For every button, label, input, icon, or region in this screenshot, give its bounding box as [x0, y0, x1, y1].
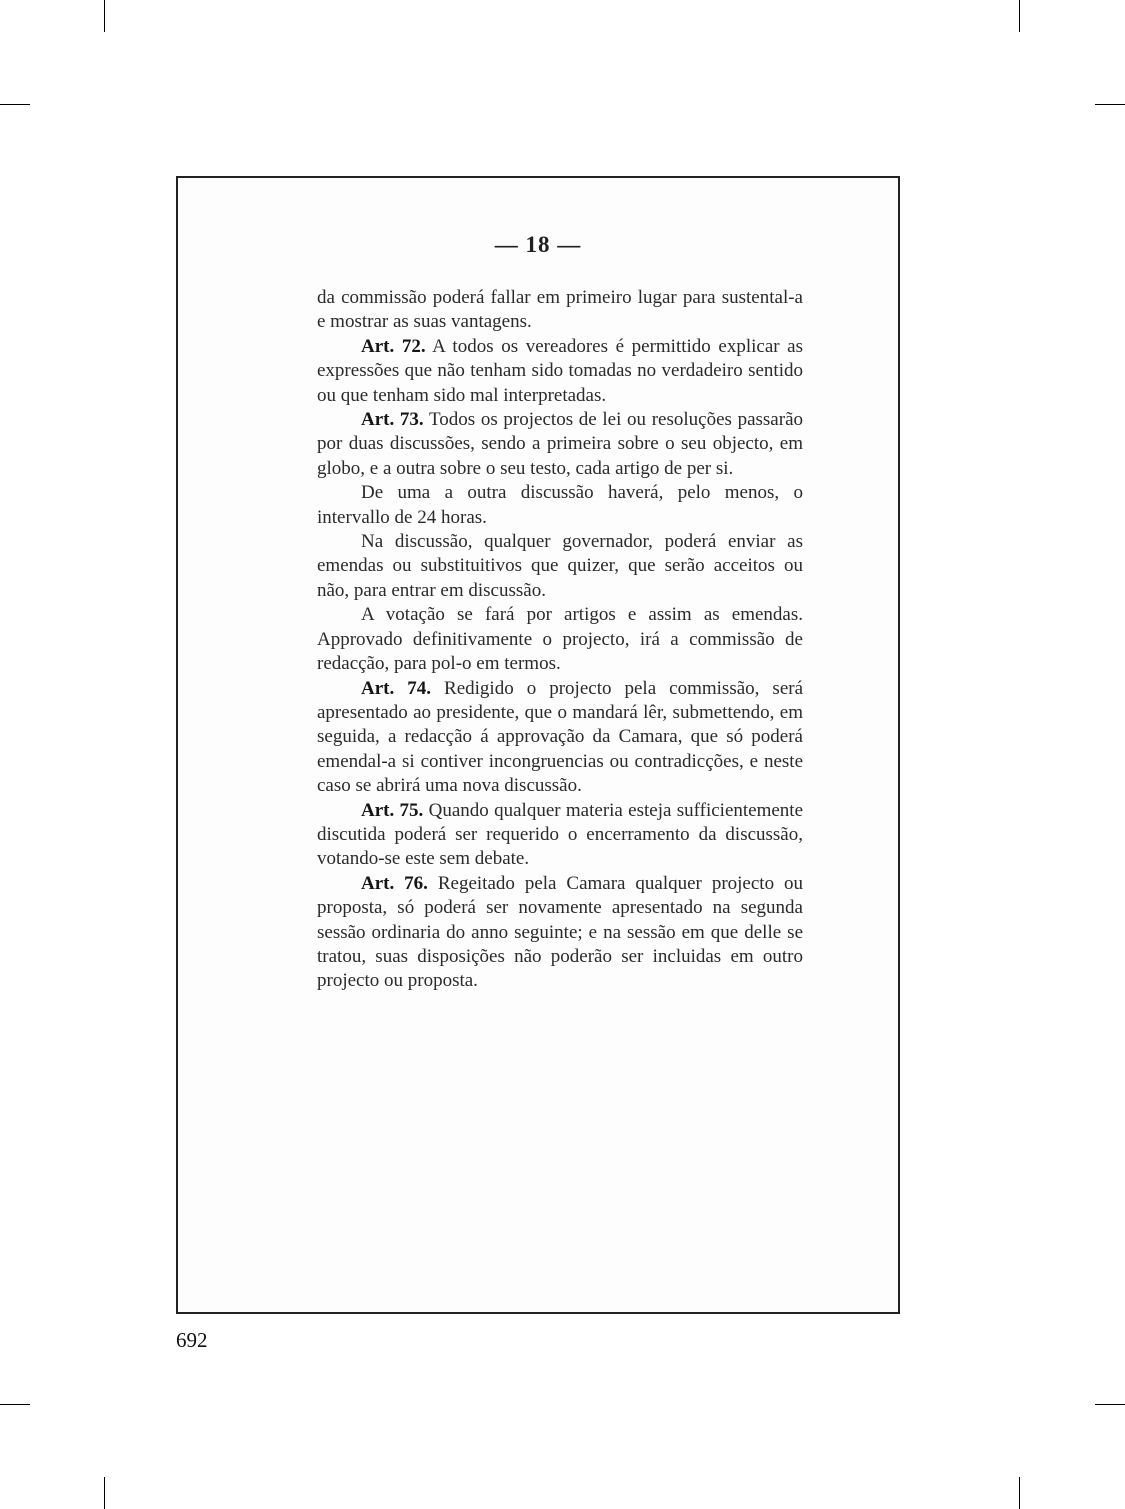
crop-mark: [104, 1477, 105, 1509]
paragraph-text: A todos os vereadores é permittido explicar as expressões que não tenham sido tomadas no verdadeiro sentido ou que tenham sido mal interpretadas.: [317, 335, 804, 406]
paragraph-text: Redigido o projecto pela commissão, será apresentado ao presidente, que o mandará lêr, submettendo, em seguida, a redacção á approvação da Camara, que só poderá emendal-a si contiver incongruencias ou contradicções, e neste caso se abrirá uma nova discussão.: [317, 677, 804, 797]
paragraph-text: Regeitado pela Camara qualquer projecto ou proposta, só poderá ser novamente apresentado na segunda sessão ordinaria do anno seguinte; e na sessão em que delle se tratou, suas disposições não poderão ser incluidas em outro projecto ou proposta.: [317, 872, 804, 992]
paragraph: [317, 799, 803, 872]
paragraph-text: Na discussão, qualquer governador, poderá enviar as emendas ou substituitivos que quizer, que serão acceitos ou não, para entrar em discussão.: [317, 531, 803, 601]
crop-mark: [0, 104, 30, 105]
article-label: Art. 73.: [361, 409, 424, 431]
paragraph: [317, 530, 803, 603]
paragraph: [317, 872, 803, 994]
paragraph: [317, 408, 803, 481]
crop-mark: [1095, 1404, 1125, 1405]
crop-mark: [1019, 0, 1020, 32]
paragraph: [317, 481, 803, 530]
paragraph: [317, 335, 803, 408]
paragraph-text: Todos os projectos de lei ou resoluções passarão por duas discussões, sendo a primeira sobre o seu objecto, em globo, e a outra sobre o seu testo, cada artigo de per si.: [317, 409, 803, 479]
crop-mark: [104, 0, 105, 32]
article-label: Art. 76.: [361, 872, 428, 894]
paragraph: [317, 286, 803, 335]
scanned-page-frame: [176, 176, 900, 1314]
paragraph-text: De uma a outra discussão haverá, pelo menos, o intervallo de 24 horas.: [317, 482, 803, 528]
article-label: Art. 72.: [361, 335, 426, 357]
scan-text-block: [317, 286, 803, 994]
paragraph: [317, 677, 803, 799]
crop-mark: [1019, 1477, 1020, 1509]
article-label: Art. 75.: [361, 799, 424, 821]
crop-mark: [1095, 104, 1125, 105]
paragraph: [317, 603, 803, 676]
folio-number: 692: [176, 1328, 208, 1352]
article-label: Art. 74.: [361, 677, 431, 699]
crop-mark: [0, 1404, 30, 1405]
scan-page-number: — 18 —: [494, 232, 582, 257]
paragraph-text: da commissão poderá fallar em primeiro lugar para sustental-a e mostrar as suas vantagens.: [317, 287, 803, 333]
paragraph-text: Quando qualquer materia esteja sufficientemente discutida poderá ser requerido o encerramento da discussão, votando-se este sem debate.: [317, 799, 804, 870]
paragraph-text: A votação se fará por artigos e assim as emendas. Approvado definitivamente o projecto, irá a commissão de redacção, para pol-o em termos.: [317, 604, 803, 675]
